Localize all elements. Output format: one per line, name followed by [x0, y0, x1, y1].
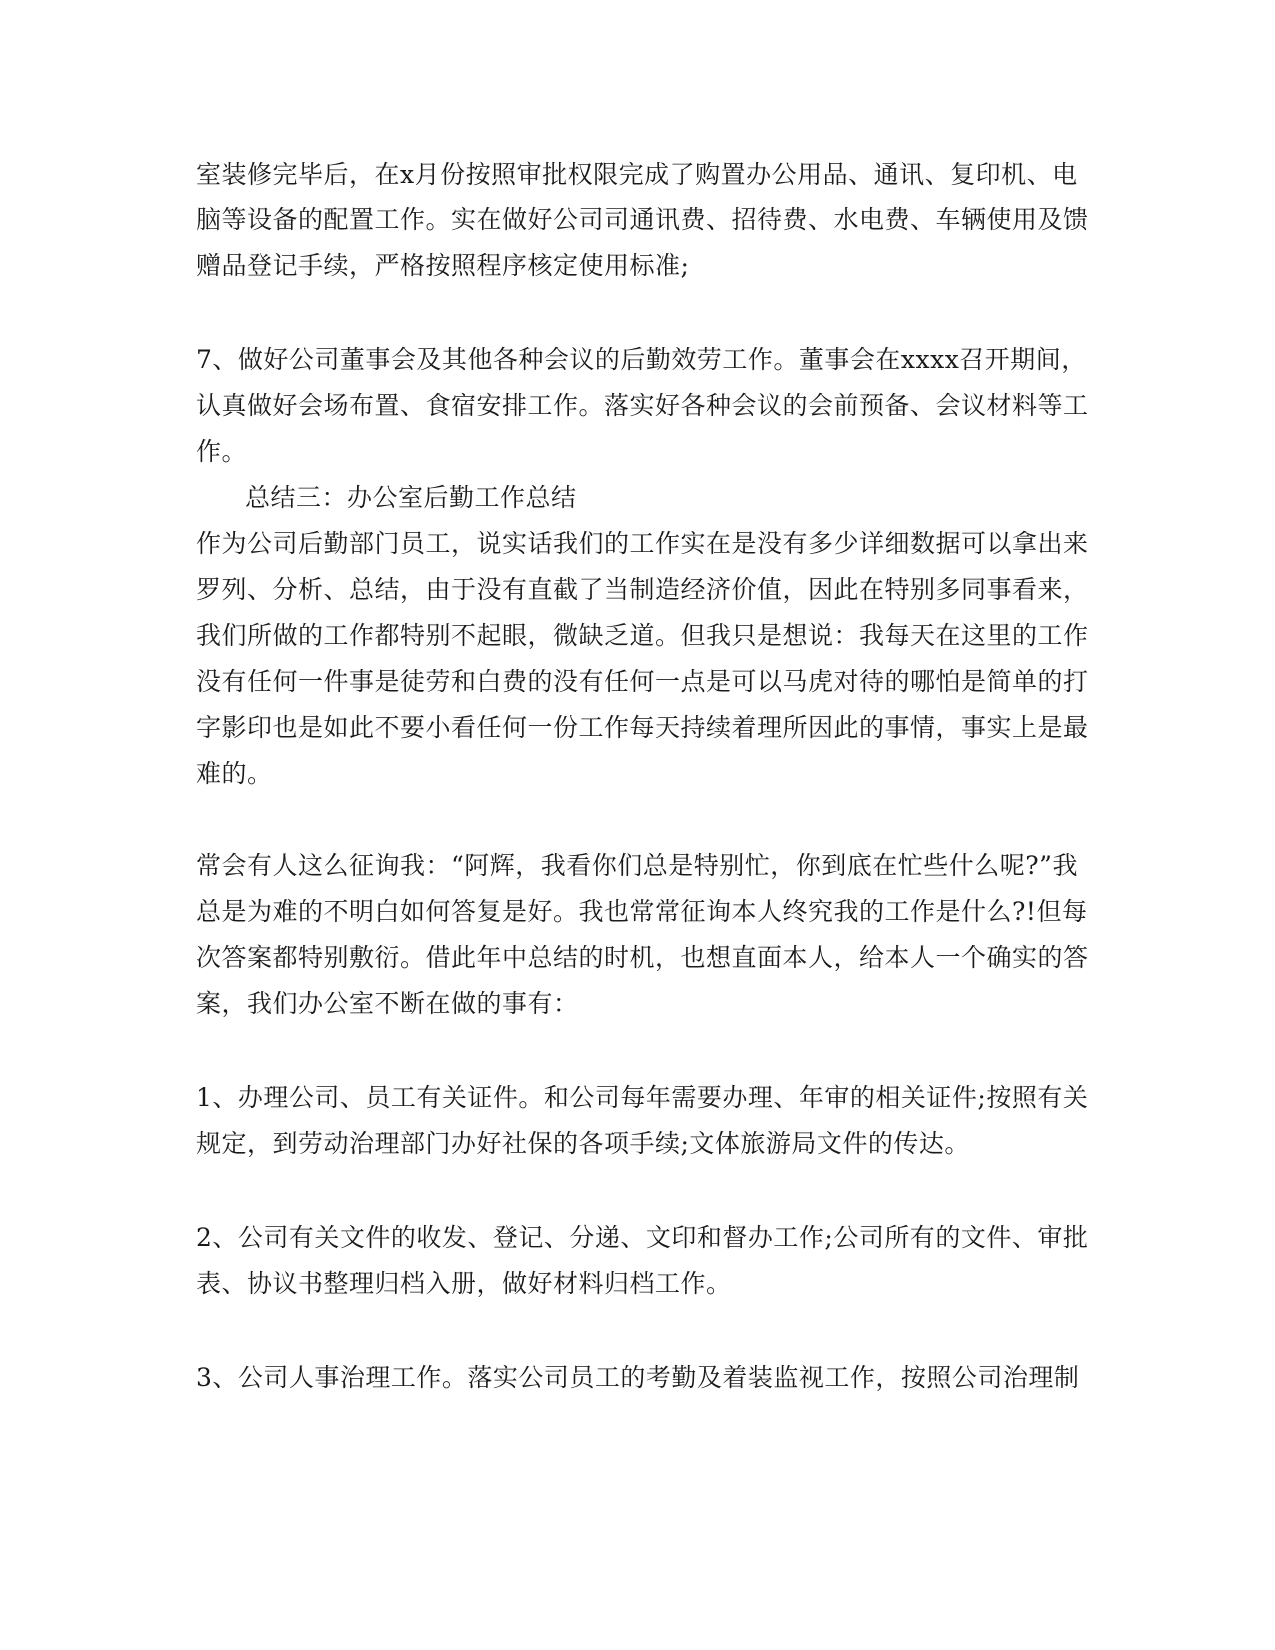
text-line: 次答案都特别敷衍。借此年中总结的时机，也想直面本人，给本人一个确实的答: [196, 943, 1089, 972]
text-line: 1、办理公司、员工有关证件。和公司每年需要办理、年审的相关证件;按照有关: [196, 1083, 1089, 1112]
text-line: 我们所做的工作都特别不起眼，微缺乏道。但我只是想说：我每天在这里的工作: [196, 621, 1089, 650]
text-line: 2、公司有关文件的收发、登记、分递、文印和督办工作;公司所有的文件、审批: [196, 1223, 1089, 1252]
text-line: 字影印也是如此不要小看任何一份工作每天持续着理所因此的事情，事实上是最: [196, 713, 1089, 742]
section-heading: 总结三：办公室后勤工作总结: [245, 483, 577, 512]
text-line: 常会有人这么征询我：“阿辉，我看你们总是特别忙，你到底在忙些什么呢?”我: [196, 851, 1078, 880]
text-line: 认真做好会场布置、食宿安排工作。落实好各种会议的会前预备、会议材料等工: [196, 391, 1089, 420]
text-line: 没有任何一件事是徒劳和白费的没有任何一点是可以马虎对待的哪怕是简单的打: [196, 667, 1089, 696]
text-line: 规定，到劳动治理部门办好社保的各项手续;文体旅游局文件的传达。: [196, 1129, 970, 1158]
text-line: 作。: [196, 437, 248, 466]
text-line: 罗列、分析、总结，由于没有直截了当制造经济价值，因此在特别多同事看来，: [196, 575, 1089, 604]
text-line: 7、做好公司董事会及其他各种会议的后勤效劳工作。董事会在xxxx召开期间，: [196, 345, 1087, 374]
text-line: 室装修完毕后，在x月份按照审批权限完成了购置办公用品、通讯、复印机、电: [196, 160, 1078, 189]
text-line: 脑等设备的配置工作。实在做好公司司通讯费、招待费、水电费、车辆使用及馈: [196, 205, 1089, 234]
text-line: 3、公司人事治理工作。落实公司员工的考勤及着装监视工作，按照公司治理制: [196, 1363, 1080, 1392]
text-line: 总是为难的不明白如何答复是好。我也常常征询本人终究我的工作是什么?!但每: [196, 897, 1088, 926]
text-line: 作为公司后勤部门员工，说实话我们的工作实在是没有多少详细数据可以拿出来: [196, 529, 1089, 558]
text-line: 赠品登记手续，严格按照程序核定使用标准;: [196, 251, 690, 280]
text-line: 难的。: [196, 759, 273, 788]
text-line: 案，我们办公室不断在做的事有：: [196, 989, 579, 1018]
text-line: 表、协议书整理归档入册，做好材料归档工作。: [196, 1269, 732, 1298]
